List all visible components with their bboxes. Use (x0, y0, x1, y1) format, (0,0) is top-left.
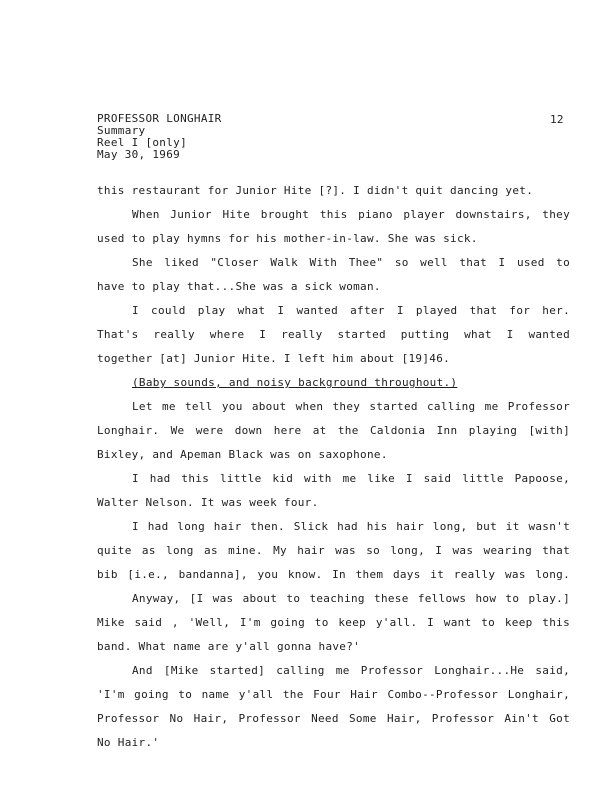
text-line: I could play what I wanted after I played that for her. (132, 304, 570, 317)
text-line: I had this little kid with me like I said little Papoose, (132, 472, 570, 485)
text-line: Walter Nelson. It was week four. (97, 496, 319, 509)
text-line: quite as long as mine. My hair was so long, I was wearing that (97, 544, 570, 557)
text-line: No Hair.' (97, 736, 160, 749)
text-line: Let me tell you about when they started calling me Professor (132, 400, 570, 413)
header-type: Summary (97, 124, 146, 137)
header-date: May 30, 1969 (97, 148, 181, 161)
text-line: 'I'm going to name y'all the Four Hair Combo--Professor Longhair, (97, 688, 570, 701)
text-line: (Baby sounds, and noisy background throughout.) (132, 376, 458, 389)
text-line: Longhair. We were down here at the Caldonia Inn playing [with] (97, 424, 570, 437)
page-number: 12 (550, 113, 564, 126)
text-line: That's really where I really started putting what I wanted (97, 328, 570, 341)
header-name: PROFESSOR LONGHAIR (97, 112, 222, 125)
text-line: And [Mike started] calling me Professor Longhair...He said, (132, 664, 570, 677)
header-reel: Reel I [only] (97, 136, 187, 149)
text-line: Anyway, [I was about to teaching these fellows how to play.] (132, 592, 570, 605)
text-line: She liked "Closer Walk With Thee" so well that I used to (132, 256, 570, 269)
text-line: band. What name are y'all gonna have?' (97, 640, 361, 653)
text-line: bib [i.e., bandanna], you know. In them days it really was long. (97, 568, 570, 581)
text-line: Mike said , 'Well, I'm going to keep y'all. I want to keep this (97, 616, 570, 629)
text-line: have to play that...She was a sick woman. (97, 280, 381, 293)
text-line: together [at] Junior Hite. I left him about [19]46. (97, 352, 451, 365)
text-line: Professor No Hair, Professor Need Some Hair, Professor Ain't Got (97, 712, 570, 725)
text-line: I had long hair then. Slick had his hair long, but it wasn't (132, 520, 570, 533)
text-line: Bixley, and Apeman Black was on saxophone. (97, 448, 388, 461)
text-line: used to play hymns for his mother-in-law. She was sick. (97, 232, 478, 245)
text-line: this restaurant for Junior Hite [?]. I didn't quit dancing yet. (97, 184, 534, 197)
text-line: When Junior Hite brought this piano player downstairs, they (132, 208, 570, 221)
